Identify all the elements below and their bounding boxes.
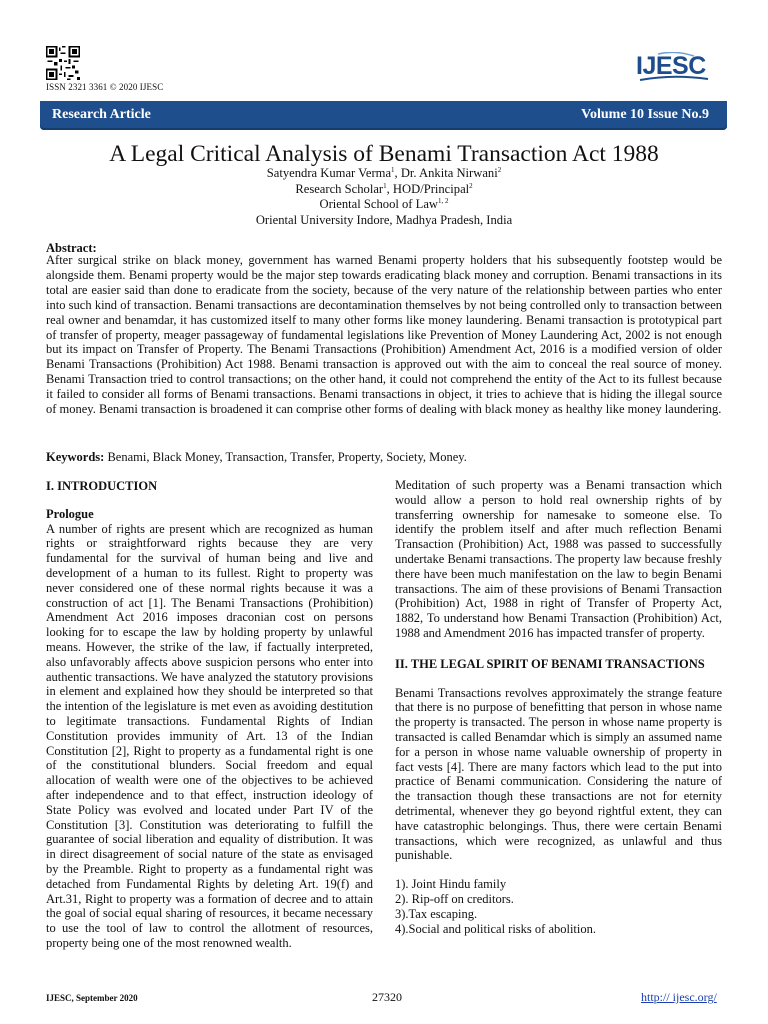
paper-title: A Legal Critical Analysis of Benami Transaction Act 1988 (109, 141, 659, 167)
page-number: 27320 (372, 990, 402, 1004)
introduction-paragraph: A number of rights are present which are recognized as human rights or straightforward rights because they are very fundamental for the survival of human being and live and development of a human to its fullest. Right to property was never considered one of these normal rights because it was a construction of act [1]. The Benami Transactions (Prohibition) Amendment Act 2016 imposes draconian cost on persons looking for to escape the law by holding property by unlawful means. However, the strike of the law, if factually interpreted, also unfavorably affects above suspicion persons who enter into authentic transactions. We have analyzed the statutory provisions in element and explained how they should be interpreted so that the intention of the legislature is met even as avoiding destitution to legitimate transactions. Fundamental Rights of Indian Constitution provides immunity of Art. 13 of the Indian Constitution [2], Right to property as a fundamental right is one of the constitutional blunders. Social freedom and equal allocation of wealth were one of the objectives to be achieved after independence and to that effect, instruction ideology of State Policy was evolved and located under Part IV of the Constitution [3]. Constitution was deteriorating to fulfill the guarantee of social liberation and equality of distribution. It was in direct disagreement of social nature of the state as envisaged by the Preamble. Right to property as a fundamental right was detached from Fundamental Rights by deleting Art. 19(f) and Art.31, Right to property was a formation of decree and to attain the goal of social equal sharing of resources, it became necessary to use the tool of law to control the allotment of resources, property being one of the most renowned wealth. (46, 521, 373, 950)
right-paragraph-1: Meditation of such property was a Benami transaction which would allow a person to hold real ownership rights of by transferring ownership for namesake to someone else. To identify the problem itself and after much reflection Benami Transaction (Prohibition) Act, 1988 was passed to successfully undertake Benami transactions. The property law because freshly there have been much manifestation on the law to begin Benami transactions. The aim of these provisions of Benami Transaction (Prohibition) Act, 1988 in right of Transfer of Property Act, 1882, To understand how Benami Transaction (Prohibition) Act, 1988 and Amendment 2016 has impacted transfer of property. (395, 478, 722, 640)
abstract-heading: Abstract: (46, 241, 97, 255)
keywords-label: Keywords: (46, 450, 105, 464)
logo-text: IJESC (636, 52, 706, 80)
article-banner (40, 101, 727, 130)
keywords-text: Benami, Black Money, Transaction, Transfer, Property, Society, Money. (104, 450, 467, 464)
list-item: 1). Joint Hindu family (395, 877, 507, 892)
list-item: 2). Rip-off on creditors. (395, 891, 514, 906)
right-column (395, 478, 722, 936)
issn-line: ISSN 2321 3361 © 2020 IJESC (46, 82, 164, 92)
factor-list (395, 877, 722, 936)
footer-journal-date: IJESC, September 2020 (46, 993, 138, 1003)
list-item: 3).Tax escaping. (395, 906, 478, 921)
author-names: Satyendra Kumar Verma$^1$, Dr. Ankita Nirwani$^2$ (266, 165, 502, 180)
subheading-prologue: Prologue (46, 506, 94, 521)
qr-code (46, 46, 80, 80)
logo-swoosh-icon (636, 52, 710, 84)
abstract-text: After surgical strike on black money, government has warned Benami property holders that his subsequently footstep would be alongside them. Benami property would be the major step towards eradicating black money and corruption. Benami transactions in its total are easier said than done to eradicate from the society, because of the very nature of the relationship between parties who enter into such kind of transaction. Benami transactions are decontamination themselves by not being controlled only to transaction between real owner and benamdar, it has customized itself to many other forms like money laundering. Benami transaction is prototypical part of transfer of property, meager passageway of fundamental legislations like Prevention of Money Laundering Act, 2002 is not enough but its impact on Transfer of Property. The Benami Transactions (Prohibition) Amendment Act, 2016 is a modified version of older Benami Transactions (Prohibition) Act 1988. Benami transaction is approved out with the aim to conceal the real source of money. Benami Transaction tried to control transactions; on the other hand, it could not comprehend the entity of the Act to its fullest because it failed to consider all forms of Benami transactions. Benami transactions in object, it tries to achieve that is hiding the illegal source of money. Benami transaction is broadened it can comprise other forms of dealing with black money as healthy like money laundering. (46, 253, 722, 417)
left-column (46, 479, 373, 951)
journal-logo (636, 52, 710, 84)
author-block (0, 166, 768, 228)
list-item: 4).Social and political risks of abolition. (395, 921, 597, 936)
article-type: Research Article (52, 107, 151, 122)
journal-link[interactable]: http:// ijesc.org/ (641, 990, 717, 1004)
volume-issue: Volume 10 Issue No.9 (581, 107, 709, 122)
keywords-line (46, 450, 467, 465)
section-heading-legal-spirit: II. THE LEGAL SPIRIT OF BENAMI TRANSACTIONS (395, 656, 705, 671)
author-school: Oriental School of Law$^{1, 2}$ (319, 196, 449, 211)
right-paragraph-2: Benami Transactions revolves approximately the strange feature that there is no purpose of benefitting that person in whose name the property is transacted. The person in whose name property is transacted is called Benamdar which is simply an assumed name for a person in whose name valuable ownership of property in fact vests [4]. There are many factors which lead to the put into practice of Benami communication. Considering the nature of the transaction though these transactions are not for eternity detrimental, whenever they go beyond rightful extent, they can have catastrophic belongings. Thus, there were certain Benami transactions, which were recognized, as unlawful and thus punishable. (395, 685, 722, 863)
author-roles: Research Scholar$^1$, HOD/Principal$^2$ (295, 181, 473, 196)
author-university: Oriental University Indore, Madhya Pradesh, India (255, 212, 513, 227)
section-heading-introduction: I. INTRODUCTION (46, 479, 158, 493)
